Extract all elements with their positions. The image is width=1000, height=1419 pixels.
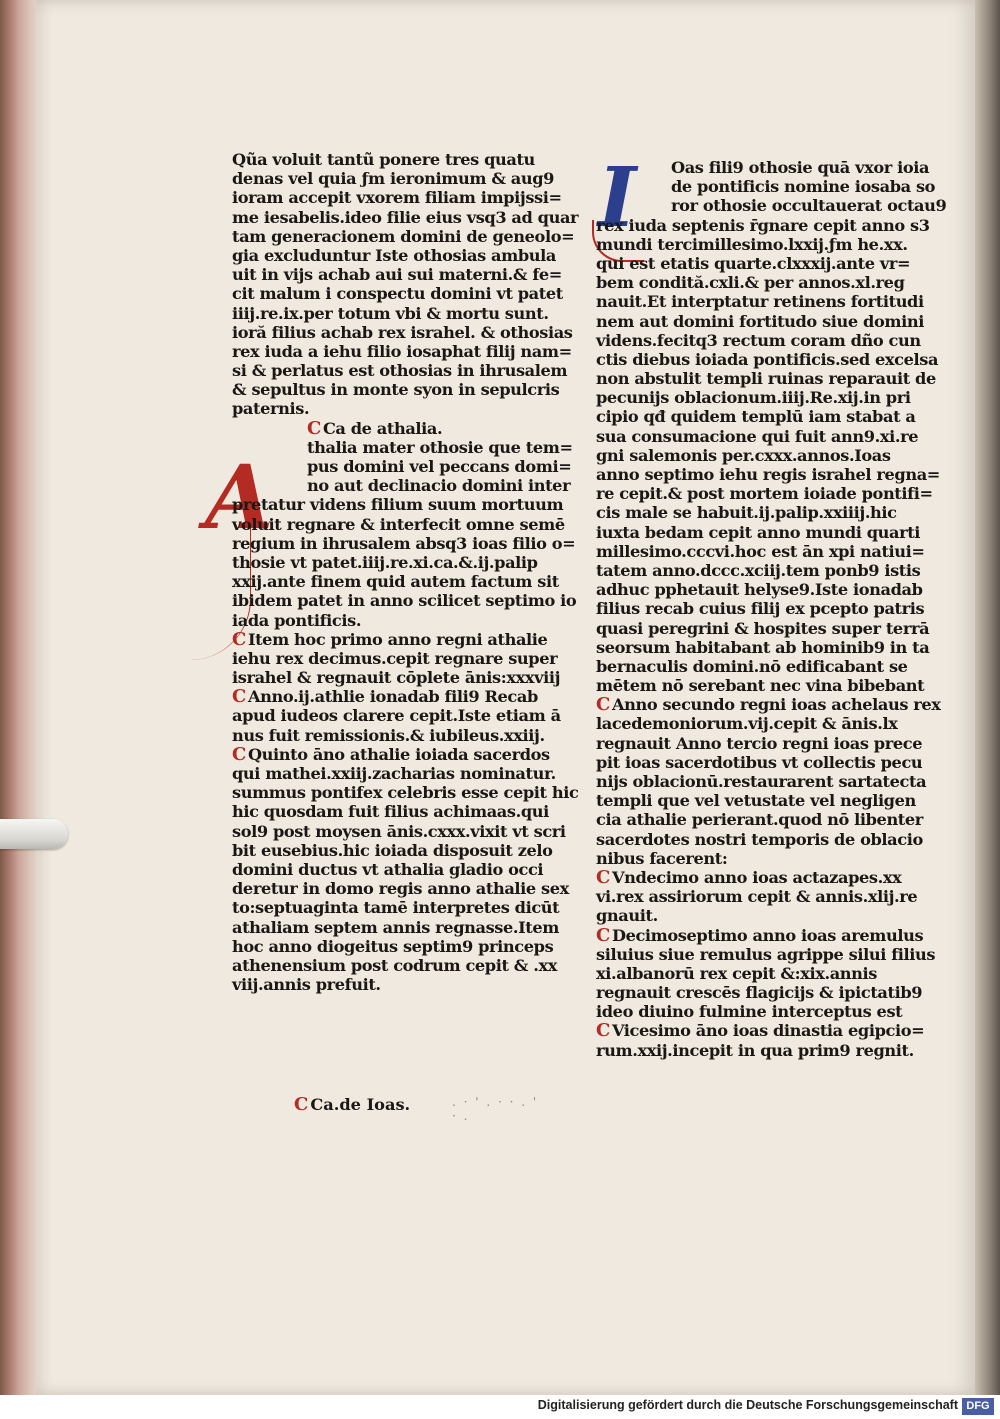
- text-line: [596, 388, 911, 408]
- text-line: [232, 726, 552, 745]
- rubric-mark: C: [596, 1020, 610, 1042]
- text-run: siluius siue remulus agrippe silui filius: [596, 944, 936, 964]
- text-line: [596, 311, 924, 331]
- text-line: [232, 361, 568, 381]
- ink-specks: . · ' . · · . ' · .: [452, 1095, 539, 1123]
- text-run: pus domini vel peccans domi=: [307, 457, 572, 476]
- text-run: xi.albanorū rex cepit &:xix.annis: [596, 963, 877, 983]
- text-run: iiij.re.ix.per totum vbi & mortu sunt.: [232, 303, 549, 323]
- text-run: Vicesimo āno ioas dinastia egipcio=: [611, 1021, 925, 1041]
- text-line: [232, 802, 552, 821]
- text-line: [232, 207, 579, 227]
- text-run: pit ioas sacerdotibus vt collectis pecu: [596, 752, 923, 772]
- text-line: [232, 226, 575, 246]
- text-line: [232, 917, 560, 937]
- rubric-mark: C: [294, 1094, 309, 1115]
- heading-joas-text: Ca.de Ioas.: [310, 1095, 411, 1114]
- text-line: [596, 273, 906, 292]
- text-line: [232, 898, 560, 918]
- rubric-mark: C: [596, 924, 610, 946]
- rubric-mark: C: [307, 417, 321, 439]
- text-line: [232, 955, 557, 975]
- text-line: [232, 879, 569, 899]
- text-line: [596, 235, 906, 254]
- text-run: Ca de athalia.: [322, 418, 443, 438]
- text-line: [596, 407, 916, 427]
- text-run: athenensium post codrum cepit & .xx: [232, 955, 557, 975]
- text-line: [596, 580, 923, 600]
- rubric-mark: C: [596, 866, 610, 888]
- text-run: lacedemoniorum.vij.cepit & ānis.lx: [596, 714, 898, 734]
- text-run: voluit regnare & interfecit omne semē: [232, 514, 565, 534]
- text-run: anno septimo iehu regis israhel regna=: [596, 465, 940, 484]
- text-line: [232, 841, 552, 860]
- text-run: qui mathei.xxiij.zacharias nominatur.: [232, 764, 556, 783]
- text-run: Anno secundo regni ioas achelaus rex: [611, 695, 941, 715]
- text-line: [232, 188, 562, 208]
- text-run: pecunijs oblacionum.iiij.Re.xij.in pri: [596, 388, 911, 408]
- text-run: filius recab cuius filij ex pcepto patris: [596, 599, 925, 619]
- text-line: [596, 253, 911, 273]
- right-text-column: [596, 150, 947, 1060]
- entry-first-line: [596, 924, 924, 946]
- text-run: regnauit crescēs flagicijs & ipictatib9: [596, 983, 923, 1003]
- text-line: [596, 829, 923, 849]
- text-run: ibidem patet in anno scilicet septimo io: [232, 591, 577, 611]
- text-run: pretatur videns filium suum mortuum: [232, 495, 564, 515]
- text-line: [232, 457, 572, 476]
- text-run: Decimoseptimo anno ioas aremulus: [611, 925, 924, 945]
- text-run: summus pontifex celebris esse cepit hic: [232, 783, 579, 803]
- text-line: [232, 304, 552, 323]
- text-run: vi.rex assiriorum cepit & annis.xlij.re: [596, 887, 918, 907]
- dfg-logo: DFG: [962, 1398, 994, 1415]
- text-run: bernaculis domini.nō edificabant se: [596, 656, 908, 676]
- text-run: si & perlatus est othosias in ihrusalem: [232, 361, 568, 381]
- heading-joas: [294, 1094, 410, 1115]
- text-line: [596, 158, 930, 177]
- text-run: to:septuaginta tamē interpretes dicūt: [232, 898, 560, 918]
- text-run: bem condită.cxli.& per annos.xl.reg: [596, 273, 905, 293]
- text-line: [596, 618, 930, 638]
- text-run: rex iuda septenis r̄gnare cepit anno s3: [596, 215, 930, 235]
- text-line: [596, 791, 916, 811]
- text-run: Qũa voluit tantũ ponere tres quatu: [232, 150, 535, 169]
- entry-first-line: [232, 630, 552, 649]
- text-run: no aut declinacio domini inter: [307, 476, 571, 496]
- text-line: [232, 611, 552, 630]
- text-line: [232, 821, 566, 841]
- text-run: xxij.ante finem quid autem factum sit: [232, 572, 559, 592]
- text-line: [232, 553, 552, 572]
- text-run: hoc anno diogeitus septim9 princeps: [232, 936, 554, 956]
- text-run: nijs oblacionū.restaurarent sartatecta: [596, 772, 927, 791]
- text-run: mētem nō serebant nec vina bibebant: [596, 676, 925, 696]
- text-line: [232, 265, 562, 285]
- text-line: [232, 572, 559, 592]
- rubric-mark: C: [232, 743, 246, 765]
- text-line: [596, 964, 906, 983]
- text-run: gni salemonis per.cxxx.annos.Ioas: [596, 445, 891, 465]
- text-line: [596, 349, 939, 369]
- text-line: [596, 772, 927, 791]
- text-run: nauit.Et interptatur retinens fortitudi: [596, 292, 924, 312]
- text-line: [596, 752, 923, 772]
- text-line: [232, 668, 561, 688]
- initial-letter-a: A: [205, 445, 274, 549]
- text-run: cis male se habuit.ij.palip.xxiiij.hic: [596, 503, 897, 523]
- initial-letter-i: I: [598, 150, 637, 246]
- text-line: [232, 533, 576, 553]
- footer-credit: Digitalisierung gefördert durch die Deutsche Forschungsgemeinschaft: [537, 1398, 958, 1412]
- text-line: [232, 860, 552, 879]
- text-run: nus fuit remissionis.& iubileus.xxiij.: [232, 725, 545, 745]
- text-line: [596, 657, 906, 676]
- text-line: [232, 591, 577, 611]
- text-line: [596, 599, 925, 619]
- text-line: [232, 380, 560, 400]
- entry-first-line: [232, 687, 552, 706]
- text-run: Anno.ij.athlie ionadab fili9 Recab: [247, 687, 538, 707]
- text-run: regnauit Anno tercio regni ioas prece: [596, 733, 923, 753]
- text-run: ioră filius achab rex israhel. & othosias: [232, 322, 573, 342]
- text-run: viij.annis prefuit.: [232, 975, 381, 995]
- text-line: [596, 196, 947, 216]
- entry-first-line: [596, 868, 906, 887]
- text-line: [596, 944, 936, 964]
- text-run: Oas fili9 othosie quā vxor ioia: [671, 158, 930, 177]
- text-line: [232, 495, 564, 515]
- text-line: [596, 887, 918, 907]
- text-run: non abstulit templi ruinas reparauit de: [596, 369, 936, 389]
- text-run: thalia mater othosie que tem=: [307, 437, 573, 457]
- text-run: rum.xxij.incepit in qua prim9 regnit.: [596, 1040, 914, 1060]
- text-line: [232, 284, 563, 304]
- text-run: me iesabelis.ideo filie eius vsq3 ad quar: [232, 207, 579, 227]
- rubric-mark: C: [232, 686, 246, 708]
- text-run: denas vel quia ƒm ieronimum & aug9: [232, 169, 555, 189]
- text-line: [596, 541, 925, 561]
- text-line: [232, 245, 556, 265]
- text-run: mundi tercimillesimo.lxxij.ƒm he.xx.: [596, 234, 908, 254]
- rubric-mark: C: [596, 694, 610, 716]
- text-run: iehu rex decimus.cepit regnare super: [232, 648, 558, 668]
- bookmark-clip: [0, 819, 68, 849]
- text-line: [232, 169, 555, 189]
- entry-first-line: [596, 1020, 925, 1042]
- text-run: thosie vt patet.iiij.re.xi.ca.&.ij.palip: [232, 552, 538, 572]
- text-run: cipio qđ quidem templū iam stabat a: [596, 407, 916, 427]
- text-run: nem aut domini fortitudo siue domini: [596, 311, 924, 331]
- text-line: [232, 706, 561, 726]
- text-line: [596, 292, 924, 312]
- rubric-mark: C: [232, 628, 246, 650]
- text-run: ioram accepit vxorem filiam impijssi=: [232, 188, 562, 208]
- text-run: cia athalie perierant.quod nō libenter: [596, 810, 923, 830]
- text-run: Vndecimo anno ioas actazapes.xx: [611, 867, 902, 887]
- text-line: [232, 764, 556, 783]
- text-line: [596, 522, 921, 542]
- text-run: bit eusebius.hic ioiada disposuit zelo: [232, 840, 553, 860]
- text-line: [596, 1040, 914, 1060]
- text-run: ror othosie occultauerat octau9: [671, 196, 947, 216]
- text-line: [232, 783, 579, 803]
- text-run: re cepit.& post mortem ioiade pontifi=: [596, 484, 933, 504]
- text-run: iuxta bedam cepit anno mundi quarti: [596, 522, 921, 542]
- text-run: regium in ihrusalem absq3 ioas filio o=: [232, 533, 576, 553]
- text-run: tatem anno.dccc.xciij.tem ponb9 istis: [596, 560, 921, 580]
- entry-first-line: [232, 745, 552, 764]
- text-run: paternis.: [232, 399, 310, 419]
- book-spine: [975, 0, 1000, 1395]
- text-run: hic quosdam fuit filius achimaas.qui: [232, 802, 549, 822]
- text-run: israhel & regnauit cōplete ānis:xxxviij: [232, 668, 561, 688]
- text-run: athaliam septem annis regnasse.Item: [232, 917, 560, 937]
- text-run: sua consumacione qui fuit ann9.xi.re: [596, 426, 919, 446]
- text-line: [596, 733, 923, 753]
- text-run: rex iuda a iehu filio iosaphat filij nam=: [232, 341, 572, 361]
- text-line: [596, 849, 906, 868]
- text-run: millesimo.cccvi.hoc est ān xpi natiui=: [596, 541, 925, 561]
- text-run: seorsum habitabant ab hominib9 in ta: [596, 637, 930, 657]
- text-line: [232, 437, 573, 457]
- text-run: deretur in domo regis anno athalie sex: [232, 879, 569, 899]
- text-run: gia excluduntur Iste othosias ambula: [232, 245, 556, 265]
- text-run: sol9 post moysen ānis.cxxx.vixit vt scri: [232, 821, 566, 841]
- text-line: [232, 341, 572, 361]
- text-line: [596, 1002, 906, 1021]
- text-line: [232, 322, 573, 342]
- text-run: ideo diuino fulmine interceptus est: [596, 1002, 903, 1022]
- text-run: adhuc pphetauit helyse9.Iste ionadab: [596, 580, 923, 600]
- text-line: [596, 560, 921, 580]
- text-line: [596, 906, 906, 925]
- text-run: uit in vijs achab aui sui materni.& fe=: [232, 265, 562, 285]
- text-run: videns.fecitq3 rectum coram dño cun: [596, 330, 921, 350]
- text-run: gnauit.: [596, 906, 658, 926]
- text-run: nibus facerent:: [596, 848, 728, 868]
- text-line: [232, 476, 571, 496]
- text-run: cit malum i conspectu domini vt patet: [232, 284, 563, 304]
- text-line: [232, 399, 552, 418]
- text-run: qui est etatis quarte.clxxxij.ante vr=: [596, 253, 911, 273]
- text-line: [596, 330, 921, 350]
- text-run: Quinto āno athalie ioiada sacerdos: [247, 744, 550, 764]
- entry-first-line: [596, 694, 941, 716]
- text-run: quasi peregrini & hospites super terrā: [596, 618, 930, 638]
- text-run: Item hoc primo anno regni athalie: [247, 629, 548, 649]
- text-line: [596, 446, 906, 465]
- text-line: [232, 514, 565, 534]
- text-line: [596, 215, 930, 235]
- text-run: sacerdotes nostri temporis de oblacio: [596, 829, 923, 849]
- left-text-column: [232, 150, 579, 995]
- text-line: [596, 714, 906, 733]
- text-run: tam generacionem domini de geneolo=: [232, 226, 575, 246]
- text-line: [232, 150, 552, 169]
- text-line: [596, 465, 940, 484]
- text-line: [596, 503, 906, 522]
- text-line: [596, 177, 936, 197]
- text-line: [232, 975, 552, 994]
- text-line: [596, 810, 923, 830]
- text-line: [596, 426, 919, 446]
- text-run: apud iudeos clarere cepit.Iste etiam ā: [232, 706, 561, 726]
- text-line: [232, 937, 552, 956]
- text-line: [596, 676, 925, 696]
- text-line: [596, 983, 923, 1003]
- text-line: [596, 637, 930, 657]
- text-line: [596, 369, 936, 389]
- text-line: [596, 484, 933, 504]
- text-run: & sepultus in monte syon in sepulcris: [232, 380, 560, 400]
- text-line: [232, 648, 558, 668]
- text-run: ctis diebus ioiada pontificis.sed excelsa: [596, 349, 939, 369]
- text-run: templi que vel vetustate vel negligen: [596, 791, 916, 811]
- text-run: domini ductus vt athalia gladio occi: [232, 859, 544, 879]
- text-run: iada pontificis.: [232, 610, 362, 630]
- heading-athalia: [232, 419, 552, 438]
- text-run: de pontificis nomine iosaba so: [671, 177, 936, 197]
